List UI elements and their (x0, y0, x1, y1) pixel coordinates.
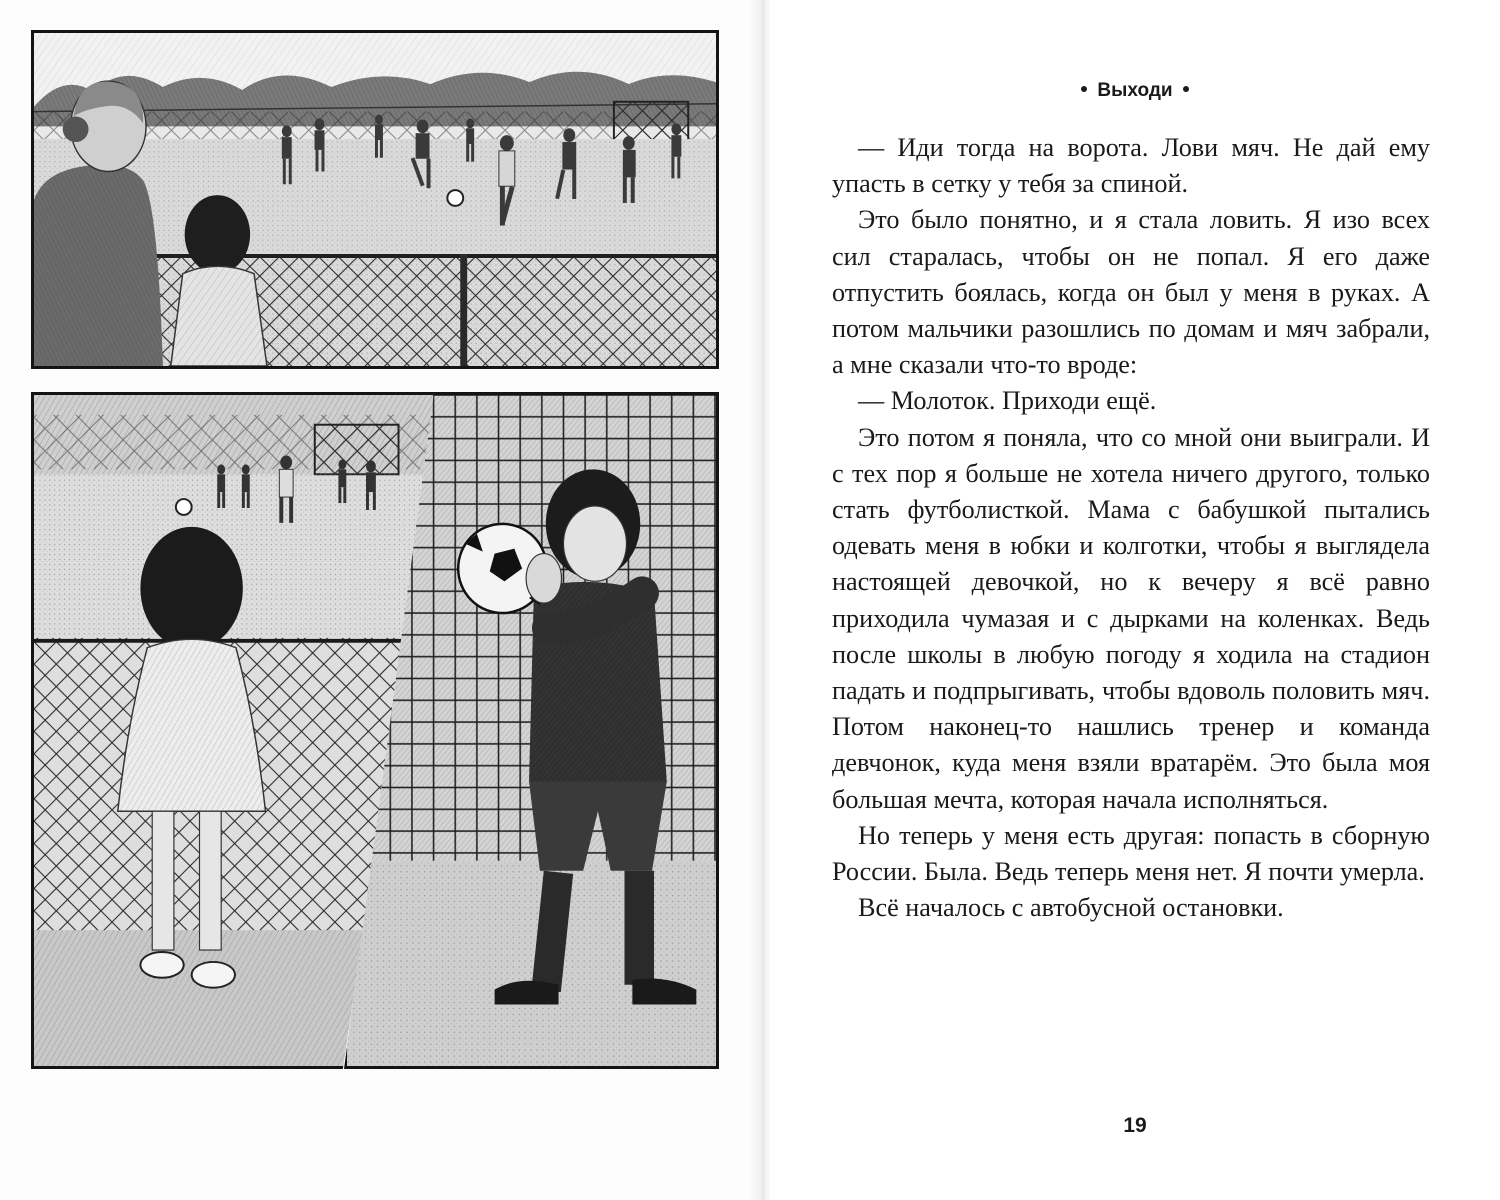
bullet-dot-left (1081, 86, 1087, 92)
running-head-text: Выходи (1097, 80, 1173, 101)
page-number: 19 (1123, 1114, 1147, 1137)
running-head (770, 80, 1500, 102)
paragraph: Но теперь у меня есть другая: попасть в сборную России. Была. Ведь теперь меня нет. Я почти умерла. (832, 820, 1430, 887)
bullet-dot-right (1183, 86, 1189, 92)
illustration-panel-top (31, 30, 719, 369)
paragraph: — Иди тогда на ворота. Лови мяч. Не дай ему упасть в сетку у тебя за спиной. (832, 133, 1430, 199)
paragraph: Это потом я поняла, что со мной они выиграли. И с тех пор я больше не хотела ничего другого, только стать футболисткой. Мама с бабушкой пытались одевать меня в юбки и колготки, чтобы я выглядела настоящей девочкой, но к вечеру я всё равно приходила чумазая и с дырками на коленках. Ведь после школы в любую погоду я ходила на стадион падать и подпрыгивать, чтобы вдоволь половить мяч. Потом наконец-то нашлись тренер и команда девчонок, куда меня взяли вратарём. Это была моя большая мечта, которая начала исполняться. (832, 422, 1430, 814)
paragraph: Это было понятно, и я стала ловить. Я изо всех сил старалась, чтобы он не попал. Я его даже отпустить боялась, когда он был у меня в руках. А потом мальчики разошлись по домам и мяч забрали, а мне сказали что-то вроде: (832, 205, 1430, 380)
paragraph: Всё началось с автобусной остановки. (858, 893, 1284, 923)
paragraph: — Молоток. Приходи ещё. (858, 386, 1157, 416)
right-page (770, 0, 1500, 1200)
body-text (832, 130, 1430, 926)
